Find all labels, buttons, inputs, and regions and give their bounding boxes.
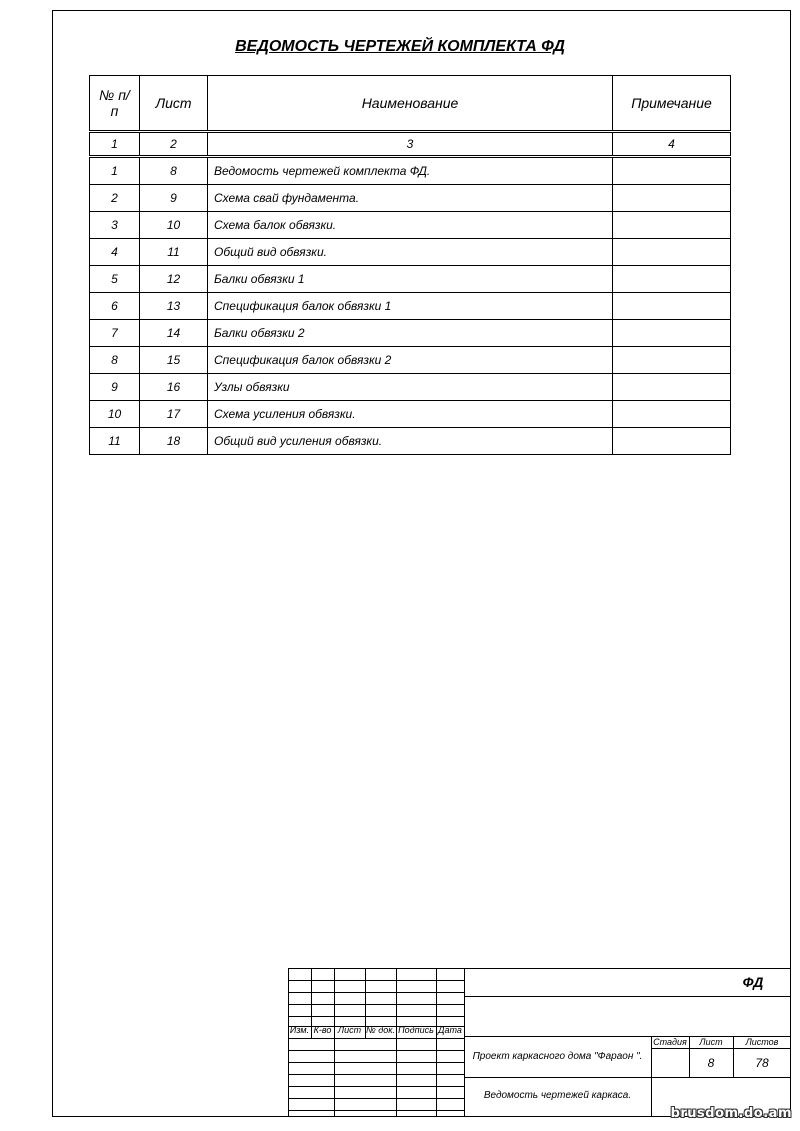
row-sheet: 13 [140,293,208,320]
row-number: 4 [90,239,140,266]
site-watermark: brusdom.do.am [670,1106,792,1121]
column-number: 4 [613,132,731,157]
row-name: Ведомость чертежей комплекта ФД. [208,157,613,185]
row-number: 10 [90,401,140,428]
row-sheet: 18 [140,428,208,455]
row-name: Спецификация балок обвязки 1 [208,293,613,320]
row-name: Спецификация балок обвязки 2 [208,347,613,374]
row-number: 8 [90,347,140,374]
row-sheet: 9 [140,185,208,212]
column-numbers-row [90,132,731,157]
column-number: 3 [208,132,613,157]
row-note [613,347,731,374]
row-number: 11 [90,428,140,455]
header-number: № п/п [90,76,140,132]
drawings-register-table [89,75,731,455]
sheets-value: 78 [755,1056,769,1070]
row-number: 6 [90,293,140,320]
row-sheet: 15 [140,347,208,374]
row-note [613,293,731,320]
row-name: Схема усиления обвязки. [208,401,613,428]
document-code: ФД [742,974,764,990]
label-kvo: К-во [313,1025,332,1035]
row-name: Общий вид обвязки. [208,239,613,266]
row-note [613,374,731,401]
label-izm: Изм. [289,1025,310,1035]
sheet-title: Ведомость чертежей каркаса. [483,1090,632,1101]
project-name: Проект каркасного дома "Фараон ". [472,1051,643,1062]
row-name: Схема балок обвязки. [208,212,613,239]
row-note [613,401,731,428]
row-name: Узлы обвязки [208,374,613,401]
title-block [288,968,791,1117]
row-sheet: 16 [140,374,208,401]
table-row [90,293,731,320]
header-sheet: Лист [140,76,208,132]
row-number: 1 [90,157,140,185]
row-name: Общий вид усиления обвязки. [208,428,613,455]
row-name: Балки обвязки 2 [208,320,613,347]
row-note [613,320,731,347]
label-data: Дата [438,1025,462,1035]
sheets-label: Листов [745,1037,779,1047]
row-number: 3 [90,212,140,239]
row-note [613,185,731,212]
table-row [90,212,731,239]
column-number: 2 [140,132,208,157]
label-podpis: Подпись [398,1025,434,1035]
row-number: 7 [90,320,140,347]
row-sheet: 11 [140,239,208,266]
label-list: Лист [337,1025,362,1035]
table-row [90,320,731,347]
row-sheet: 12 [140,266,208,293]
row-name: Балки обвязки 1 [208,266,613,293]
row-number: 9 [90,374,140,401]
row-note [613,239,731,266]
row-note [613,157,731,185]
row-sheet: 14 [140,320,208,347]
table-row [90,239,731,266]
document-title: ВЕДОМОСТЬ ЧЕРТЕЖЕЙ КОМПЛЕКТА ФД [235,38,565,55]
stage-label: Стадия [653,1037,687,1047]
row-sheet: 8 [140,157,208,185]
header-note: Примечание [613,76,731,132]
row-note [613,428,731,455]
row-note [613,212,731,239]
table-row [90,185,731,212]
row-sheet: 17 [140,401,208,428]
table-row [90,347,731,374]
table-row [90,266,731,293]
row-name: Схема свай фундамента. [208,185,613,212]
table-row [90,374,731,401]
row-sheet: 10 [140,212,208,239]
header-name: Наименование [208,76,613,132]
row-note [613,266,731,293]
sheet-label: Лист [699,1037,723,1047]
table-row [90,428,731,455]
row-number: 2 [90,185,140,212]
label-ndok: № док. [366,1025,395,1035]
table-row [90,401,731,428]
column-number: 1 [90,132,140,157]
table-header-row [90,76,731,132]
table-row [90,157,731,185]
sheet-value: 8 [707,1056,715,1070]
row-number: 5 [90,266,140,293]
